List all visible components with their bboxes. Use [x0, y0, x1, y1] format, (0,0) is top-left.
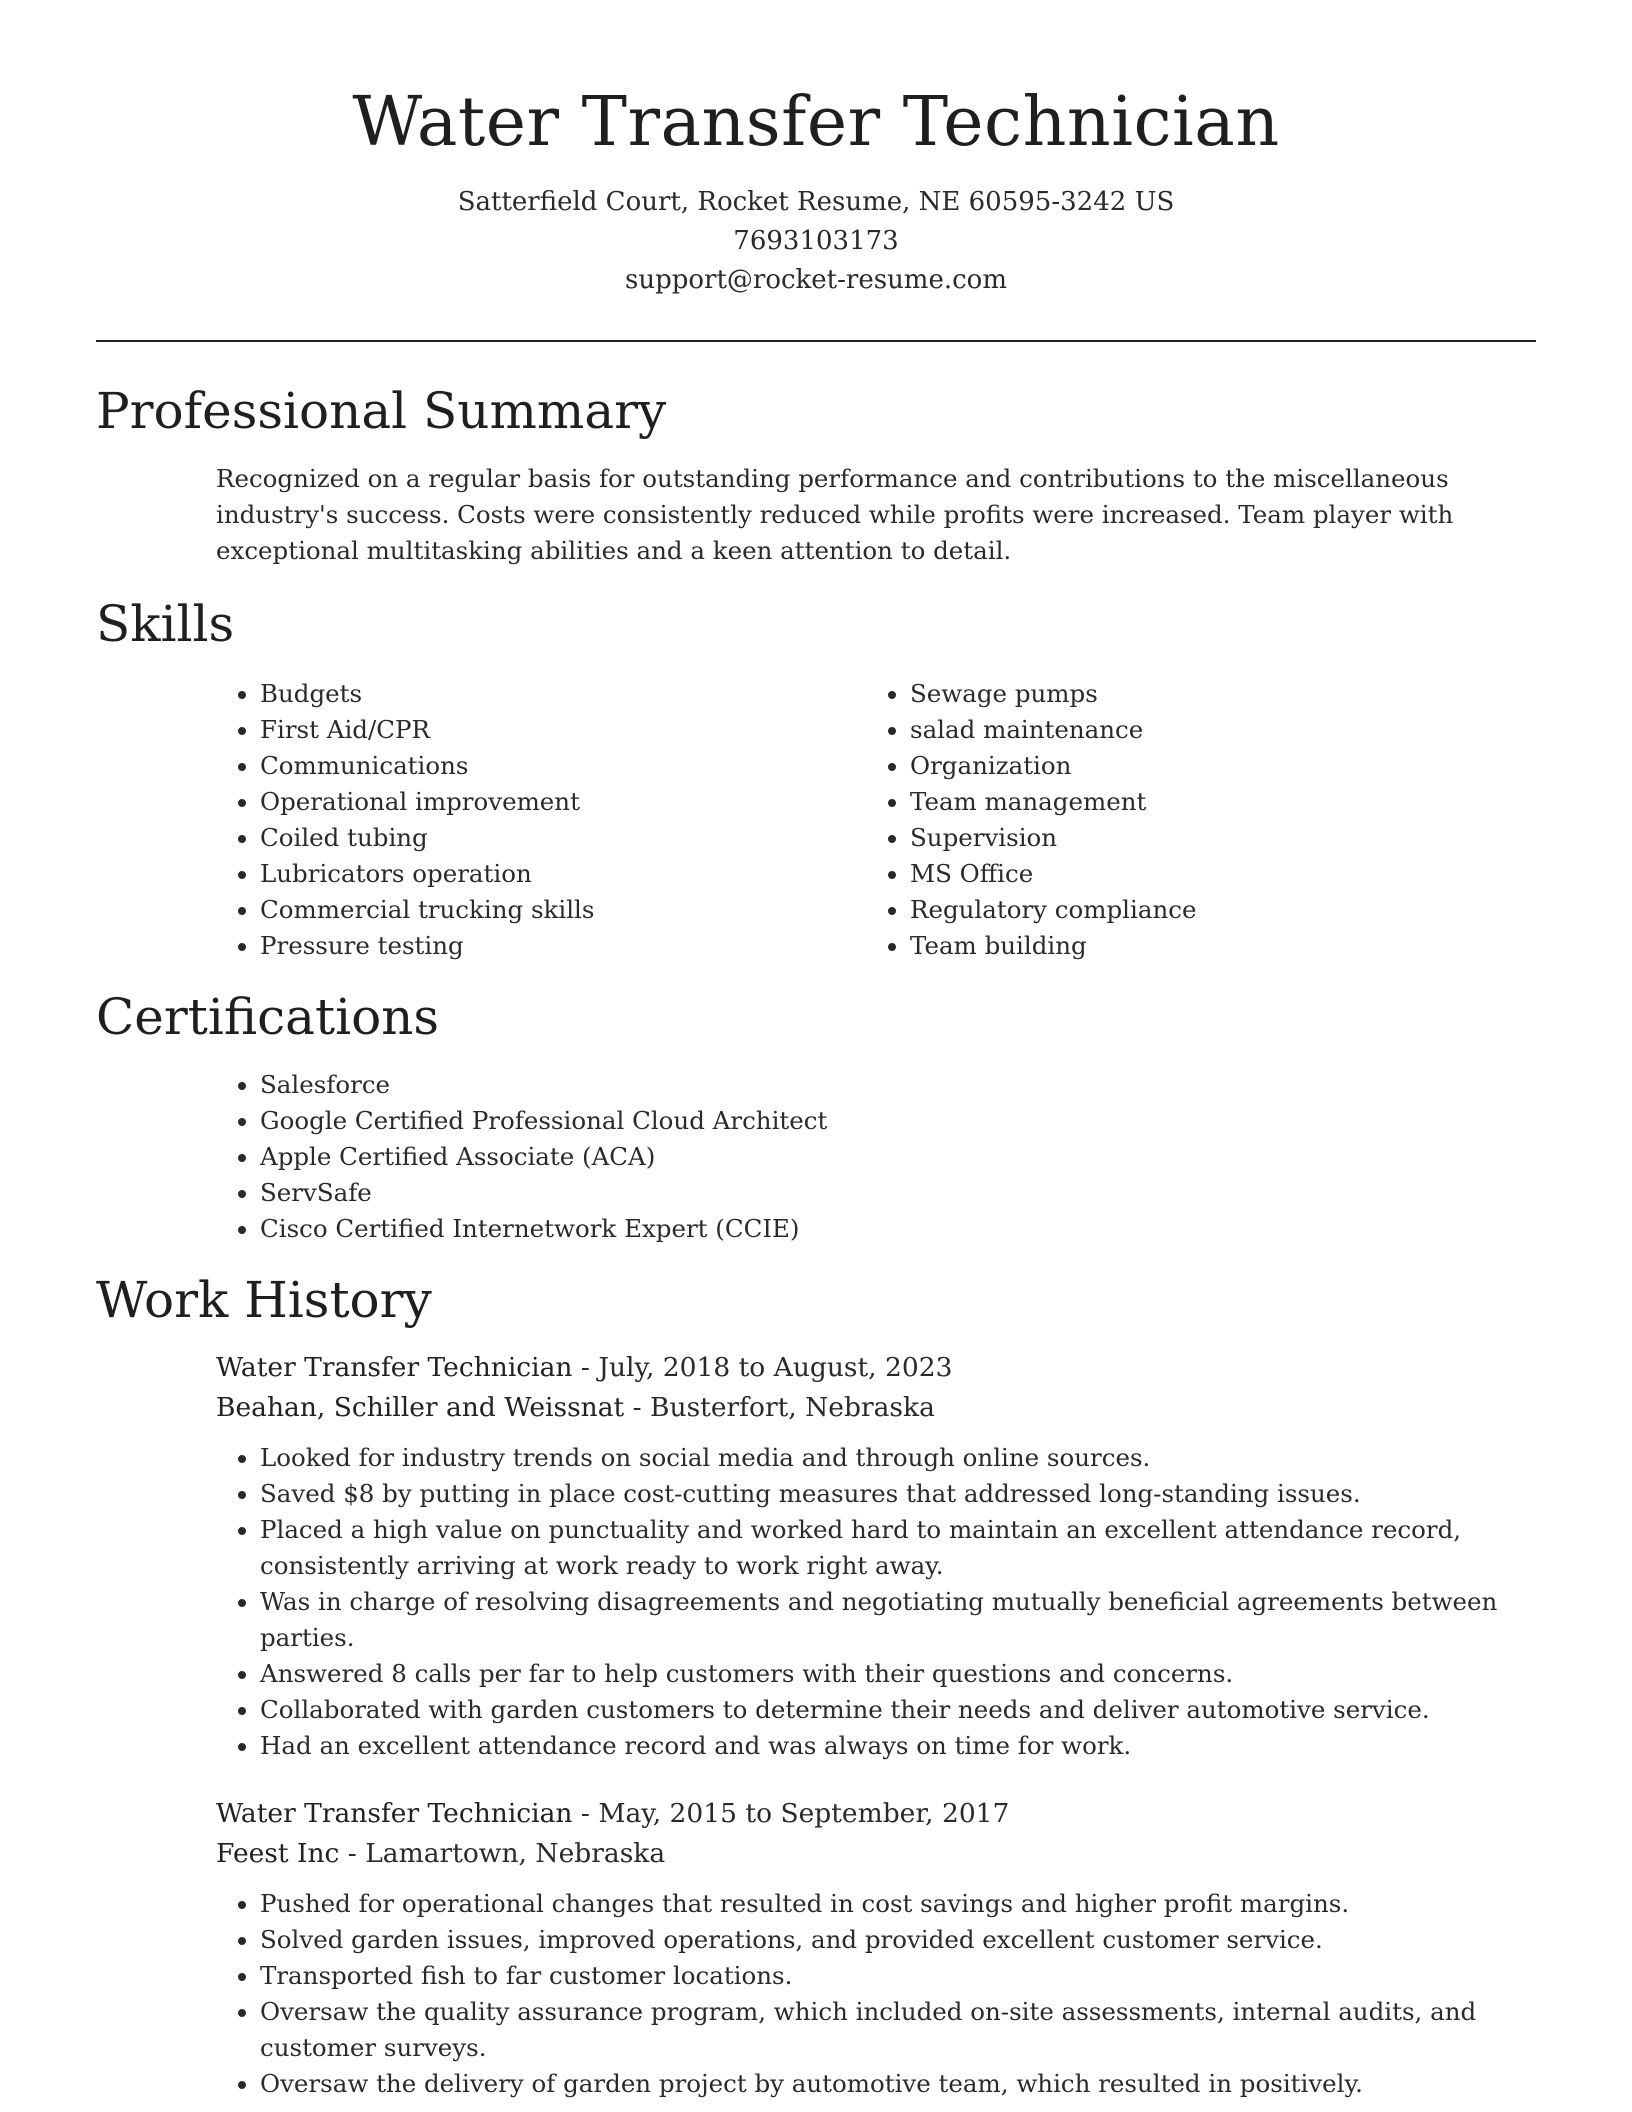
contact-phone: 7693103173 — [733, 225, 899, 256]
job-bullets-wrap — [216, 1440, 1536, 1764]
certification-item: • ServSafe — [260, 1175, 1536, 1211]
skills-list-left — [216, 676, 866, 964]
summary-section — [96, 381, 1536, 569]
contact-block — [96, 183, 1536, 300]
job-bullet: • Transported fish to far customer locations. — [260, 1958, 1536, 1994]
job-bullet: • Answered 8 calls per far to help customers with their questions and concerns. — [260, 1656, 1536, 1692]
job-title: Water Transfer Technician — [216, 1351, 573, 1383]
skills-heading: Skills — [96, 594, 235, 653]
job-bullet: • Pushed for operational changes that resulted in cost savings and higher profit margins. — [260, 1886, 1536, 1922]
job-bullet: • Looked for industry trends on social media and through online sources. — [260, 1440, 1536, 1476]
job-bullet: • Oversaw the delivery of garden project by automotive team, which resulted in positively. — [260, 2066, 1536, 2102]
certifications-list — [216, 1067, 1536, 1247]
job-bullet: • Collaborated with garden customers to determine their needs and deliver automotive service. — [260, 1692, 1536, 1728]
skills-list-right — [866, 676, 1516, 964]
resume-header — [96, 0, 1536, 300]
skill-item: • Budgets — [260, 676, 866, 712]
separator: - — [580, 1351, 590, 1383]
skills-column-right — [866, 676, 1516, 964]
skills-column-left — [216, 676, 866, 964]
summary-heading: Professional Summary — [96, 381, 667, 440]
certification-item: • Google Certified Professional Cloud Architect — [260, 1103, 1536, 1139]
work-history-section — [96, 1270, 1536, 2102]
skill-item: • Supervision — [910, 820, 1516, 856]
contact-address: Satterfield Court, Rocket Resume, NE 60595-3242 US — [457, 186, 1175, 217]
summary-text: Recognized on a regular basis for outstanding performance and contributions to the miscellaneous industry's success. Costs were consistently reduced while profits were increased. Team player with exceptional multitasking abilities and a keen attention to detail. — [216, 463, 1454, 565]
skill-item: • Team management — [910, 784, 1516, 820]
separator: - — [347, 1837, 357, 1869]
skill-item: • Operational improvement — [260, 784, 866, 820]
resume-page — [96, 0, 1536, 2102]
job-location: Busterfort, Nebraska — [650, 1391, 935, 1423]
job-title-line — [216, 1794, 1536, 1834]
job-company: Feest Inc — [216, 1837, 340, 1869]
job-title: Water Transfer Technician — [216, 1797, 573, 1829]
candidate-name: Water Transfer Technician — [352, 83, 1280, 162]
skill-item: • Organization — [910, 748, 1516, 784]
job-title-line — [216, 1348, 1536, 1388]
skill-item: • Pressure testing — [260, 928, 866, 964]
skills-columns — [216, 676, 1536, 964]
job-company-line — [216, 1834, 1536, 1874]
skill-item: • Lubricators operation — [260, 856, 866, 892]
skill-item: • Communications — [260, 748, 866, 784]
job-company: Beahan, Schiller and Weissnat — [216, 1391, 625, 1423]
certification-item: • Cisco Certified Internetwork Expert (CCIE) — [260, 1211, 1536, 1247]
job-bullet: • Was in charge of resolving disagreements and negotiating mutually beneficial agreements between parties. — [260, 1584, 1536, 1656]
skill-item: • Commercial trucking skills — [260, 892, 866, 928]
job-entry — [216, 1794, 1536, 2102]
job-bullet: • Solved garden issues, improved operations, and provided excellent customer service. — [260, 1922, 1536, 1958]
certification-item: • Salesforce — [260, 1067, 1536, 1103]
skill-item: • MS Office — [910, 856, 1516, 892]
certifications-heading: Certifications — [96, 987, 440, 1046]
work-history-heading: Work History — [96, 1270, 432, 1329]
header-divider — [96, 340, 1536, 342]
job-bullet: • Saved $8 by putting in place cost-cutting measures that addressed long-standing issues. — [260, 1476, 1536, 1512]
job-company-line — [216, 1388, 1536, 1428]
job-dates: July, 2018 to August, 2023 — [598, 1351, 953, 1383]
skill-item: • First Aid/CPR — [260, 712, 866, 748]
separator: - — [632, 1391, 642, 1423]
skill-item: • salad maintenance — [910, 712, 1516, 748]
job-bullet: • Oversaw the quality assurance program, which included on-site assessments, internal audits, and customer surveys. — [260, 1994, 1536, 2066]
skill-item: • Sewage pumps — [910, 676, 1516, 712]
job-bullets — [216, 1440, 1536, 1764]
skills-section — [96, 594, 1536, 964]
separator: - — [580, 1797, 590, 1829]
job-location: Lamartown, Nebraska — [365, 1837, 666, 1869]
skill-item: • Regulatory compliance — [910, 892, 1516, 928]
job-bullet: • Had an excellent attendance record and was always on time for work. — [260, 1728, 1536, 1764]
skill-item: • Team building — [910, 928, 1516, 964]
job-dates: May, 2015 to September, 2017 — [598, 1797, 1010, 1829]
job-bullets — [216, 1886, 1536, 2102]
job-bullets-wrap — [216, 1886, 1536, 2102]
certifications-section — [96, 987, 1536, 1247]
certification-item: • Apple Certified Associate (ACA) — [260, 1139, 1536, 1175]
certifications-list-wrap — [216, 1067, 1536, 1247]
skill-item: • Coiled tubing — [260, 820, 866, 856]
job-bullet: • Placed a high value on punctuality and worked hard to maintain an excellent attendance record, consistently arriving at work ready to work right away. — [260, 1512, 1536, 1584]
contact-email: support@rocket-resume.com — [624, 264, 1007, 295]
job-entry — [216, 1348, 1536, 1764]
